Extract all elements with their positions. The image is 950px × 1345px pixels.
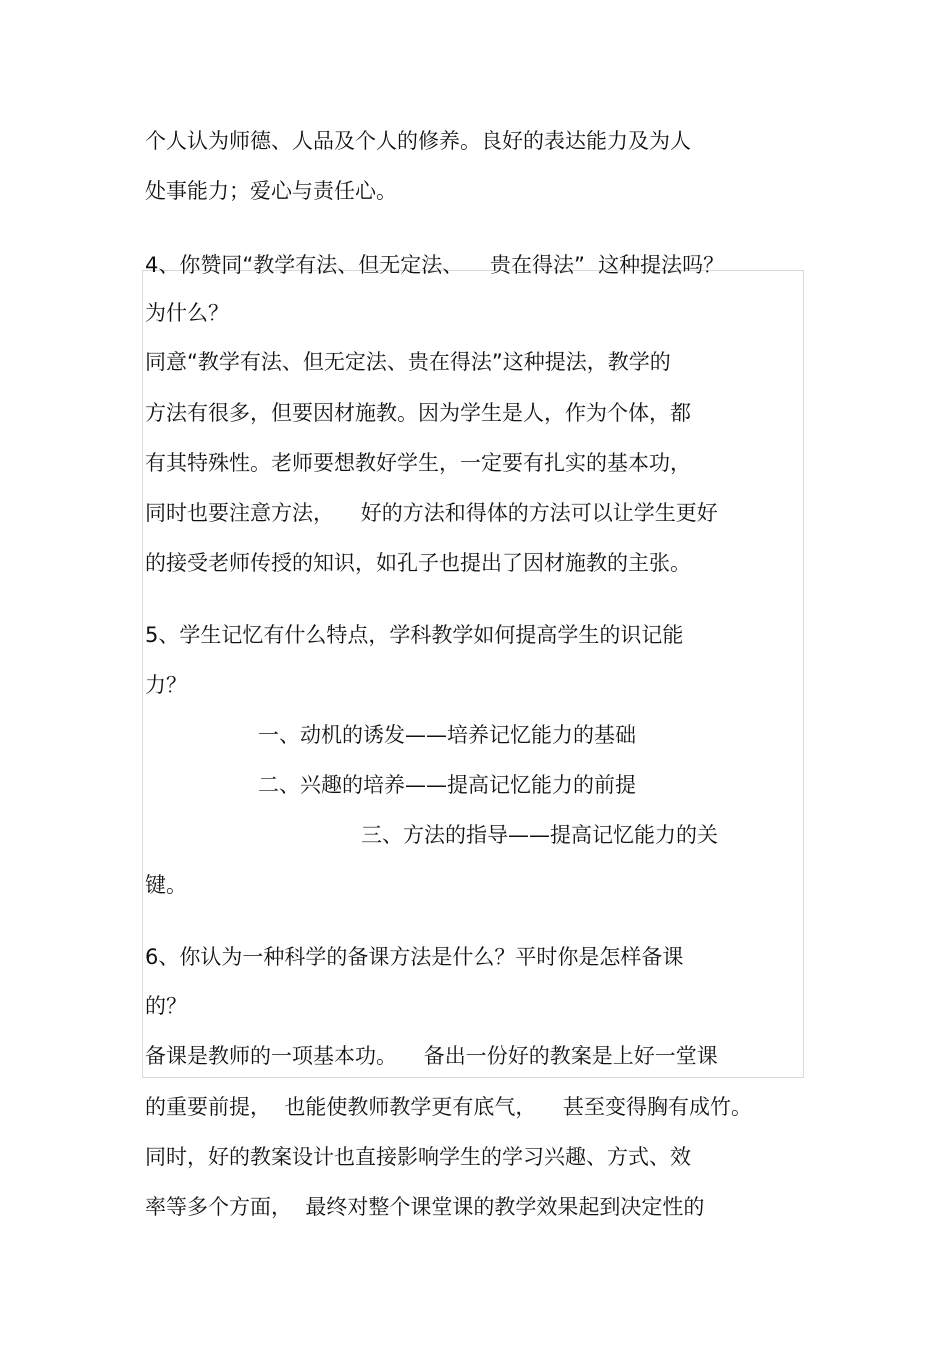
answer-6-line-4: 率等多个方面， 最终对整个课堂课的教学效果起到决定性的 xyxy=(145,1195,705,1219)
answer-5-item-1: 一、动机的诱发——培养记忆能力的基础 xyxy=(258,723,636,747)
answer-5-item-2: 二、兴趣的培养——提高记忆能力的前提 xyxy=(258,773,636,797)
answer-5-item-3: 三、方法的指导——提高记忆能力的关 xyxy=(361,823,718,847)
answer-6-line-3: 同时，好的教案设计也直接影响学生的学习兴趣、方式、效 xyxy=(145,1145,691,1169)
question-6-line-1: 6、你认为一种科学的备课方法是什么？平时你是怎样备课 xyxy=(145,945,684,969)
answer-5-item-3-continuation: 键。 xyxy=(145,873,187,897)
paragraph-line-1: 个人认为师德、人品及个人的修养。良好的表达能力及为人 xyxy=(145,129,691,153)
answer-4-line-3: 有其特殊性。老师要想教好学生，一定要有扎实的基本功， xyxy=(145,451,691,475)
answer-4-line-2: 方法有很多，但要因材施教。因为学生是人，作为个体，都 xyxy=(145,401,691,425)
question-5-line-1: 5、学生记忆有什么特点，学科教学如何提高学生的识记能 xyxy=(145,623,684,647)
answer-4-line-4: 同时也要注意方法， 好的方法和得体的方法可以让学生更好 xyxy=(145,501,718,525)
question-4-line-1: 4、你赞同“教学有法、但无定法、 贵在得法” 这种提法吗？ xyxy=(145,253,725,277)
question-5-line-2: 力？ xyxy=(145,673,187,697)
answer-4-line-5: 的接受老师传授的知识，如孔子也提出了因材施教的主张。 xyxy=(145,551,691,575)
answer-6-line-2: 的重要前提， 也能使教师教学更有底气， 甚至变得胸有成竹。 xyxy=(145,1095,753,1119)
answer-6-line-1: 备课是教师的一项基本功。 备出一份好的教案是上好一堂课 xyxy=(145,1044,718,1068)
answer-4-line-1: 同意“教学有法、但无定法、贵在得法”这种提法，教学的 xyxy=(145,350,671,374)
question-6-line-2: 的？ xyxy=(145,994,187,1018)
paragraph-line-2: 处事能力；爱心与责任心。 xyxy=(145,179,397,203)
question-4-line-2: 为什么？ xyxy=(145,301,229,325)
